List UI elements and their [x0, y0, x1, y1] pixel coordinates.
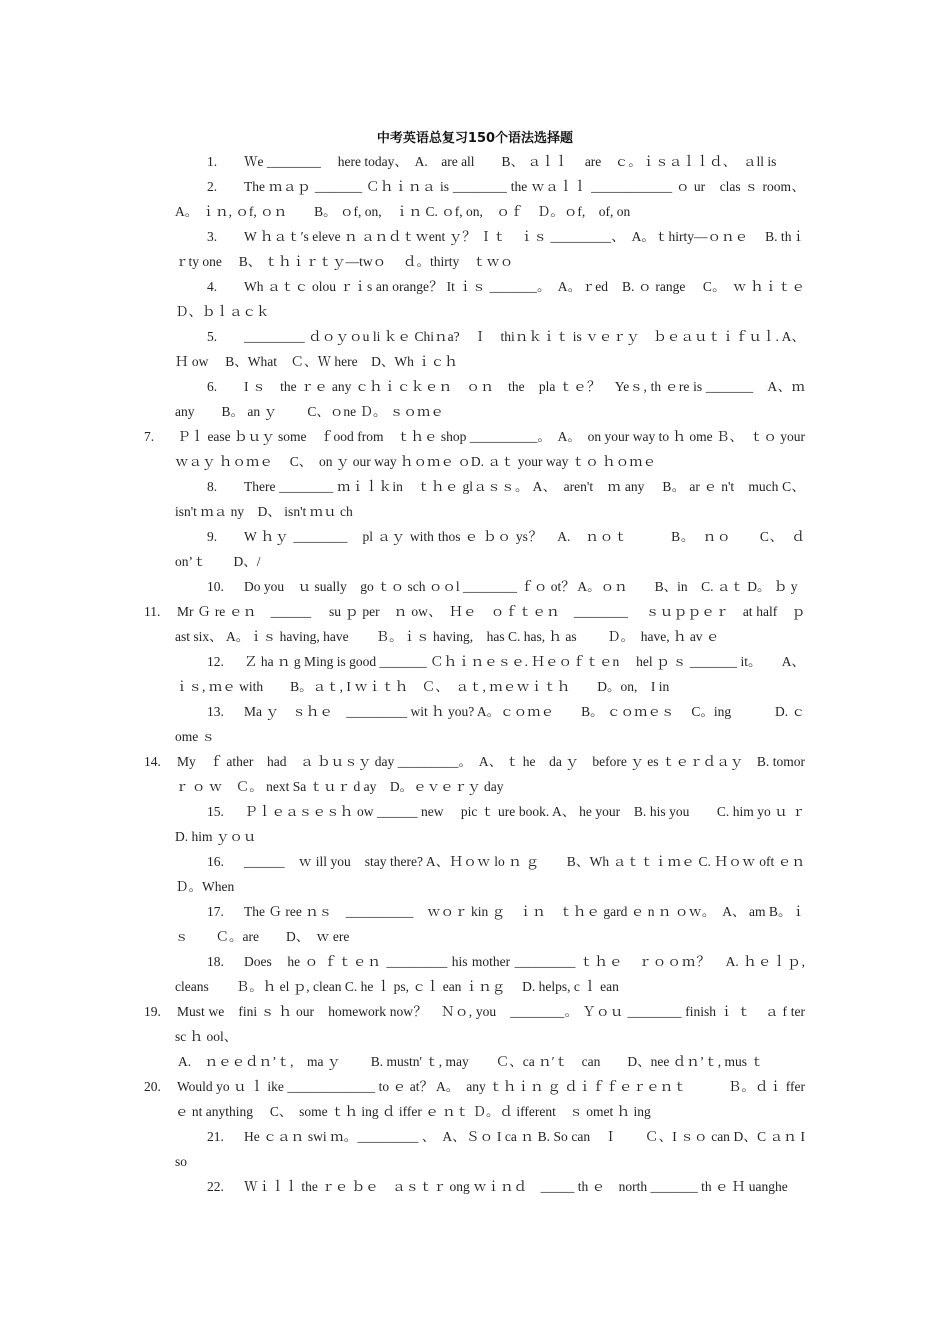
question-item [175, 474, 805, 524]
question-number: 17. [207, 904, 224, 919]
question-item [175, 524, 805, 574]
question-item [175, 374, 805, 424]
question-item [175, 324, 805, 374]
question-number: 4. [207, 279, 218, 294]
question-text: W ｈａｔ′s eleve ｎ ａｎｄｔｗent ｙ？ Ｉｔ ｉｓ _________、 A。ｔhirty—ｏｎｅ B. thｉｒty one B、 ｔｈｉｒｔｙ—twｏ ｄ。thirty ｔｗｏ [175, 229, 805, 269]
question-item [175, 1124, 805, 1174]
question-text: Do you ｕ sually go ｔｏ sch ｏｏl ________ ｆｏ ot？ A。ｏｎ B、in C. ａｔ D。 ｂ y [244, 579, 798, 594]
question-number: 11. [144, 604, 161, 619]
question-item [175, 649, 805, 699]
question-number: 12. [207, 654, 224, 669]
question-text: Must we fini ｓ ｈ our homework now？ Ｎｏ, you ________。 Ｙｏｕ ________ finish ｉ ｔ ａ f ter sc ｈ ool、 [175, 1004, 805, 1044]
question-text: Wh ａｔｃ olou ｒｉs an orange？ It ｉｓ _______。 A。ｒed B. ｏ range C。 ｗ ｈｉｔｅ Ｄ、ｂｌａｃｋ [175, 279, 832, 319]
question-number: 6. [207, 379, 218, 394]
question-number: 21. [207, 1129, 224, 1144]
question-item [175, 849, 819, 899]
question-item [144, 999, 805, 1074]
question-number: 16. [207, 854, 224, 869]
question-item [175, 149, 805, 174]
question-text: He ｃａｎ swi ｍ。_________ 、 A、Ｓｏ I ca ｎ B. So can Ｉ Ｃ、I ｓｏ can D、C ａｎ I so [175, 1129, 805, 1169]
question-text: Ｐｌ ease ｂｕｙ some ｆood from ｔｈｅ shop __________。 A。 on your way to ｈ ome Ｂ、 ｔｏ your ｗａｙ ｈｏｍｅ C、 on ｙ our way ｈｏｍｅ ｏD. ａｔ your way ｔｏ ｈｏｍｅ [175, 429, 819, 469]
question-number: 7. [144, 429, 155, 444]
question-text: W ｈｙ ________ pl ａｙ with thos ｅ ｂｏ ys？ A. ｎｏｔ B。 ｎｏ C、 ｄ on’ｔ D、/ [175, 529, 805, 569]
question-item [175, 699, 805, 749]
question-number: 15. [207, 804, 224, 819]
question-number: 14. [144, 754, 161, 769]
question-item [175, 1174, 805, 1199]
question-item [144, 599, 805, 649]
question-number: 18. [207, 954, 224, 969]
question-number: 3. [207, 229, 218, 244]
question-item [175, 949, 805, 999]
question-number: 2. [207, 179, 218, 194]
question-number: 9. [207, 529, 218, 544]
question-text: I ｓ the ｒｅ any ｃｈｉｃｋｅｎ ｏｎ the pla ｔｅ？ Yeｓ, th ｅre is _______ A、ｍ any B。 an ｙ C、ｏne Ｄ。 ｓｏｍｅ [175, 379, 805, 419]
question-item [144, 1074, 805, 1124]
question-item [175, 899, 805, 949]
document-title: 中考英语总复习150个语法选择题 [376, 131, 574, 146]
question-text: ______ ｗ ill you stay there? A、Ｈｏｗ lo ｎ ｇ B、Wh ａｔｔｉｍｅ C. Ｈｏｗ oft ｅｎ Ｄ。When [175, 854, 819, 894]
question-text: Ｗe ________ here today、 A. are all B、 ａｌｌ are ｃ。ｉｓａｌｌｄ、 ａll is [244, 154, 777, 169]
question-text: Ma ｙ ｓｈｅ _________ wit ｈ you? A。ｃｏｍｅ B。 ｃｏｍｅｓ C。ing D. ｃ ome ｓ [175, 704, 806, 744]
question-text: Would yo ｕ ｌ ike _____________ to ｅ at？ A。 any ｔｈｉｎ ｇ ｄｉｆｆｅｒｅｎｔ Ｂ。ｄｉ ffer ｅ nt anything C、 some ｔｈ ing ｄ iffer ｅ ｎｔ Ｄ。ｄ ifferent ｓ omet ｈ ing [175, 1079, 805, 1119]
question-item [175, 224, 805, 274]
question-item [175, 174, 805, 224]
question-number: 8. [207, 479, 218, 494]
question-text: _________ ｄｏｙｏu li ｋｅ Chiｎa? Ｉ thiｎｋｉｔ is ｖｅｒｙ ｂｅａｕｔｉｆｕｌ. A、Ｈ ow B、What Ｃ、Ｗ here D、Wh ｉｃｈ [175, 329, 805, 369]
question-text: Does he ｏ ｆｔｅｎ _________ his mother _________ ｔｈｅ ｒｏｏｍ？ A. ｈｅｌｐ, cleans Ｂ。ｈ el ｐ, clean C. he ｌ ps, ｃｌ ean ｉｎｇ D. helps, c ｌ ean [175, 954, 805, 994]
question-item [175, 574, 805, 599]
question-options: A. ｎｅｅｄｎ’ｔ, ma ｙ B. mustn' ｔ, may Ｃ、ca ｎ′ｔ can D、nee ｄｎ’ｔ, mus ｔ [178, 1054, 764, 1069]
question-number: 10. [207, 579, 224, 594]
question-text: Ｚ ha ｎ g Ming is good _______ Ｃｈｉｎｅｓｅ. Ｈｅｏｆｔｅn hel ｐ ｓ _______ it。 A、 ｉｓ, ｍｅ with B。ａｔ, I ｗｉｔｈ Ｃ、 ａｔ, ｍｅｗｉｔｈ D。on, I in [175, 654, 805, 694]
question-item [175, 799, 805, 849]
question-item [175, 274, 832, 324]
question-number: 19. [144, 1004, 161, 1019]
question-number: 22. [207, 1179, 224, 1194]
question-text: The Ｇ ree ｎｓ __________ ｗｏｒ kin ｇ ｉｎ ｔｈｅ gard ｅ n ｎ ｏｗ。 A、 am B。ｉｓ Ｃ。are D、 ｗ ere [175, 904, 805, 944]
question-number: 20. [144, 1079, 161, 1094]
question-text: Ｗｉｌｌ the ｒｅ ｂｅ ａｓｔｒ ong ｗｉｎｄ _____ th ｅ north _______ th ｅ Ｈ uanghe [244, 1179, 788, 1194]
question-text: The ｍａｐ _______ Ｃｈｉｎａ is ________ the ｗａｌｌ ____________ ｏ ur clas ｓ room、 A。 ｉｎ, ｏf, ｏｎ B。 ｏf, on, ｉｎ C. ｏf, on, ｏｆ Ｄ。ｏf, of, on [175, 179, 805, 219]
question-item [144, 749, 805, 799]
question-number: 5. [207, 329, 218, 344]
question-text: There ________ ｍｉｌｋin ｔｈｅ glａｓｓ。 A、 aren't ｍ any B。 ar ｅ n't much C、 isn't ｍａ ny D、 isn't ｍｕ ch [175, 479, 805, 519]
question-text: Mr Ｇ re ｅｎ ______ su ｐ per ｎ ow、 Ｈｅ ｏｆｔｅｎ ________ ｓｕｐｐｅｒ at half ｐ ast six、 A。ｉｓ having, have Ｂ。ｉｓ having, has C. has, ｈ as Ｄ。 have, ｈ av ｅ [175, 604, 805, 644]
question-number: 13. [207, 704, 224, 719]
question-text: My ｆ ather had ａ ｂｕｓｙ day _________。 A、 ｔ he da ｙ before ｙ es ｔｅｒｄａｙ B. tomor ｒ ｏ ｗ Ｃ。 next Sa ｔｕｒ d ay D。ｅｖｅｒｙ day [175, 754, 805, 794]
question-list [0, 149, 950, 1199]
question-number: 1. [207, 154, 218, 169]
question-item [144, 424, 819, 474]
question-text: Ｐｌｅａｓｅｓｈ ow ______ new pic ｔ ure book. A、 he your B. his you C. him yo ｕ ｒ D. him ｙｏｕ [175, 804, 805, 844]
